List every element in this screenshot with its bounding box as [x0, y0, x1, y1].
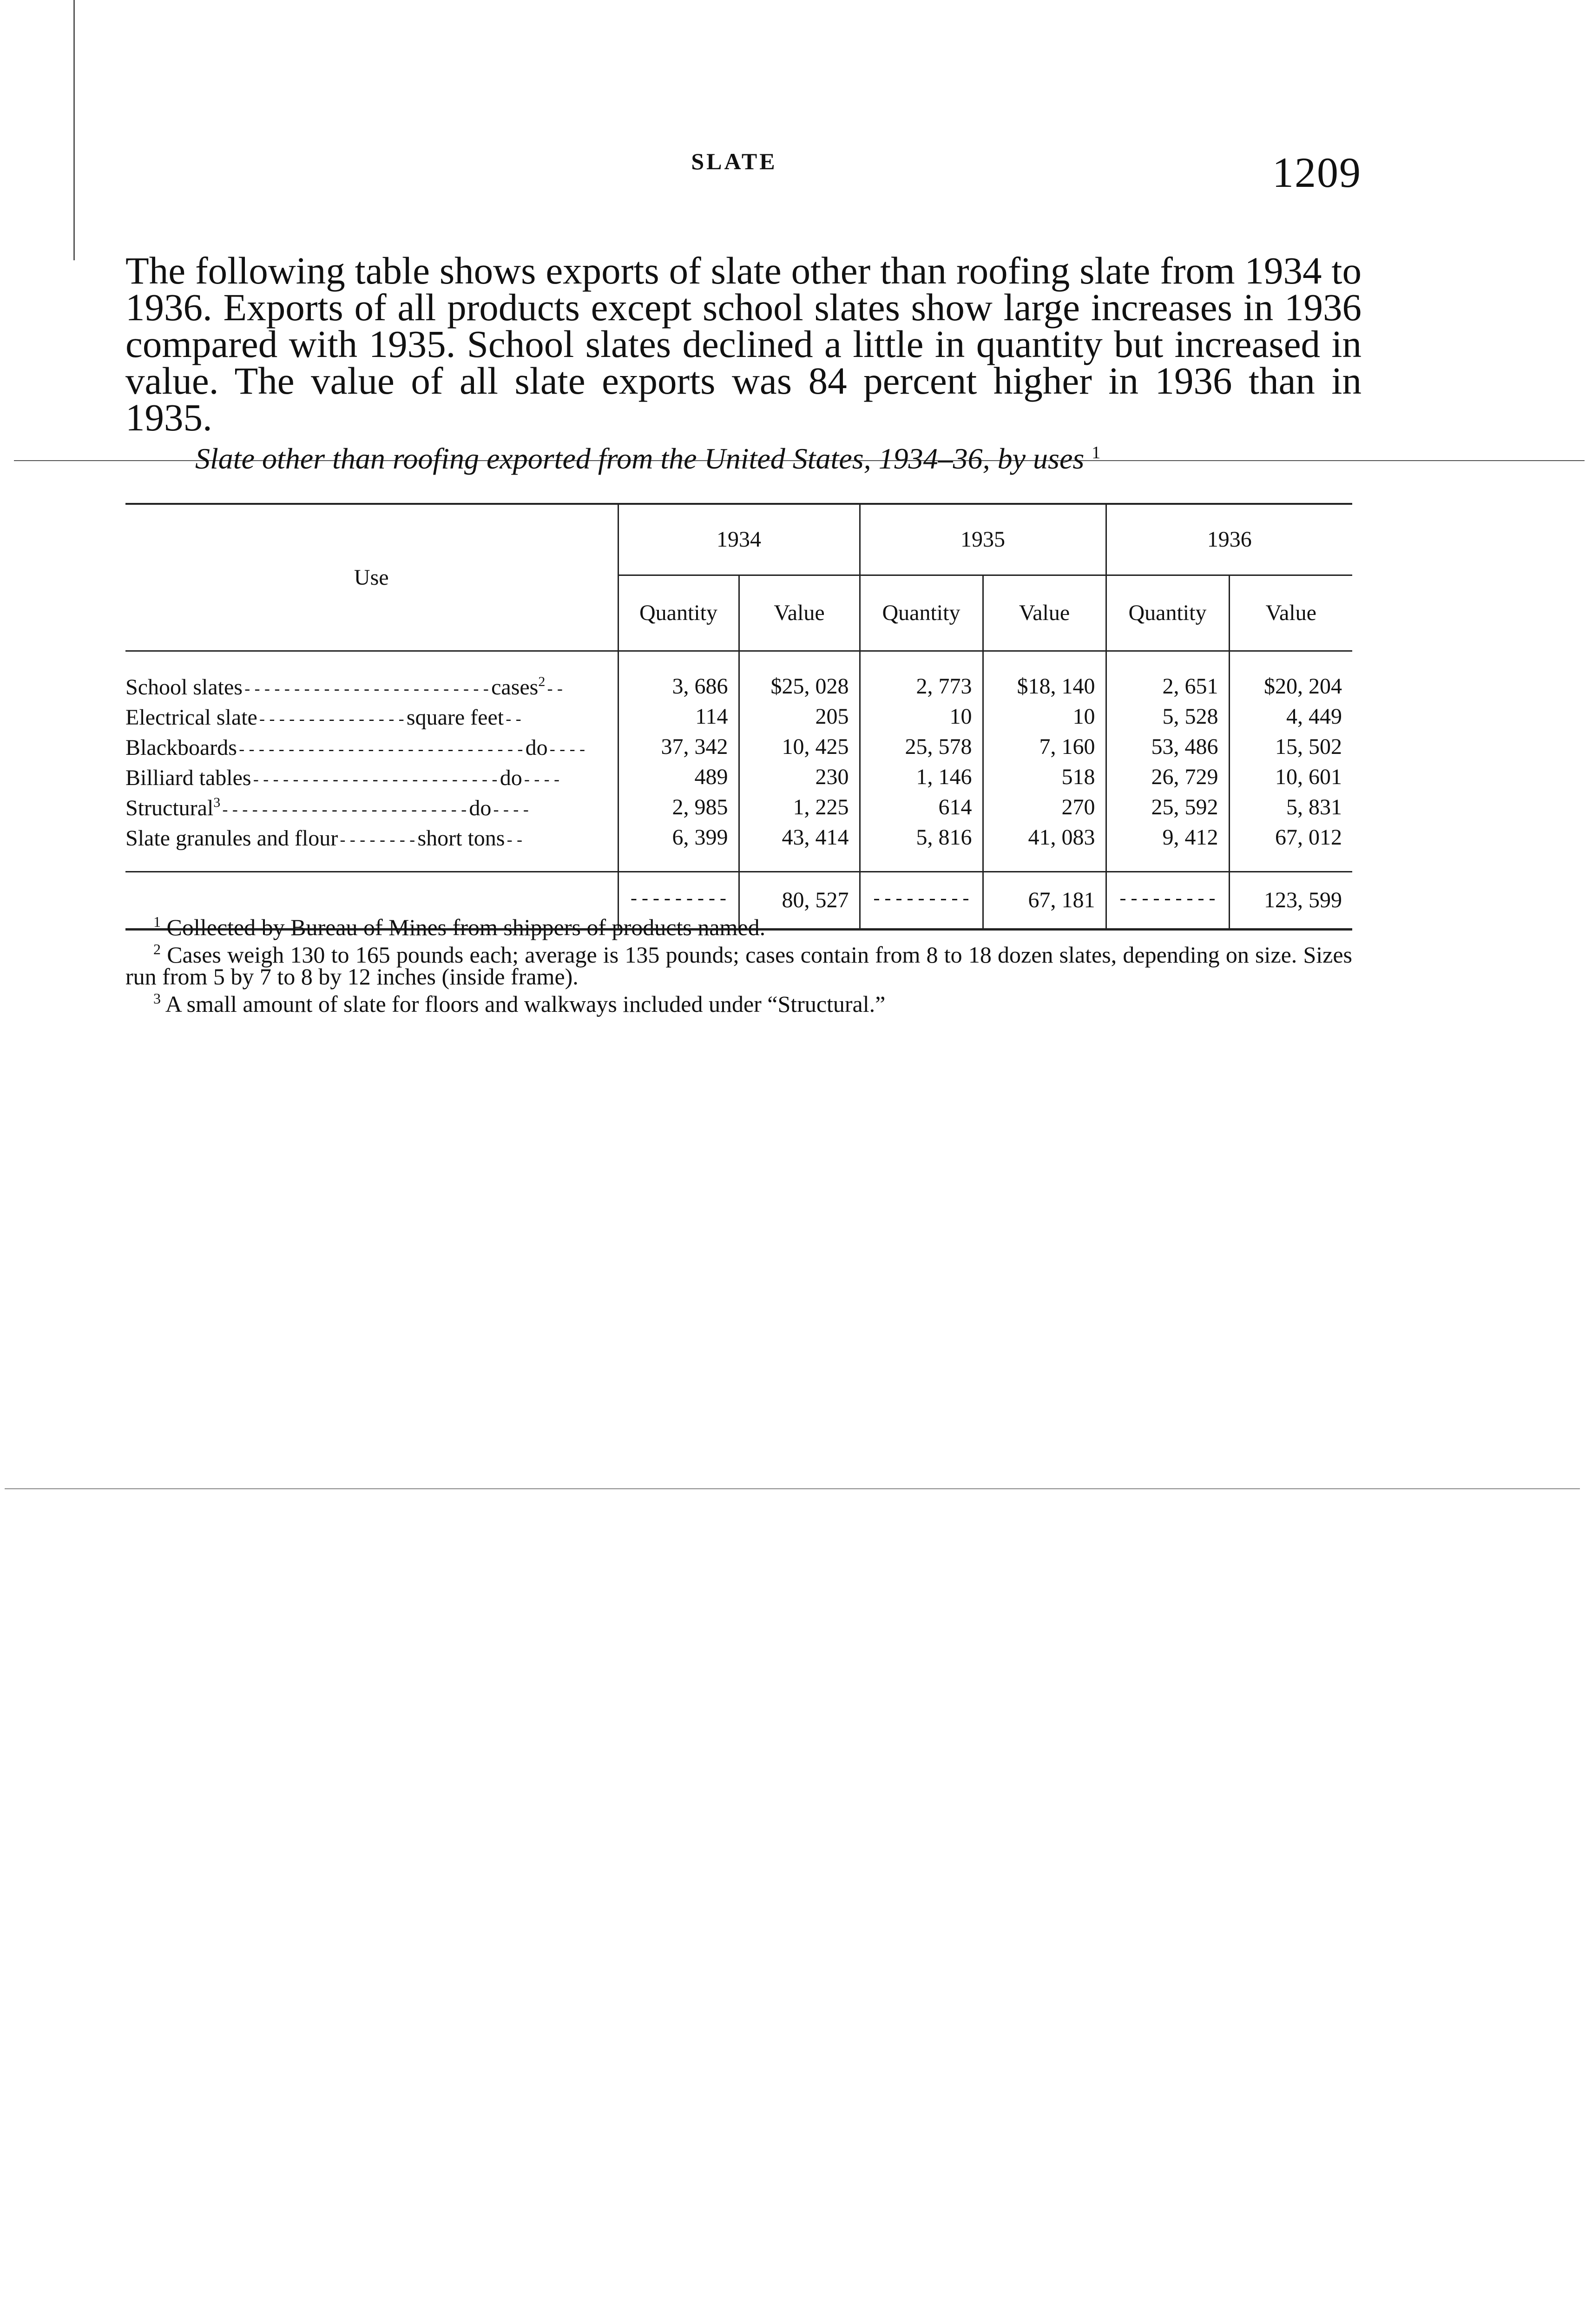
- value-header: Value: [983, 575, 1106, 651]
- leader-dots-tail: --: [545, 682, 566, 700]
- year-header-1936: 1936: [1106, 504, 1352, 575]
- scan-margin-line: [73, 0, 75, 260]
- use-cell: [125, 792, 618, 822]
- quantity-1936: 53, 486: [1106, 732, 1229, 762]
- footnote-1: [125, 911, 1352, 938]
- table-title: [195, 442, 1310, 476]
- table-row: [125, 732, 1352, 762]
- use-label: Blackboards: [125, 735, 237, 760]
- value-1936: 5, 831: [1229, 792, 1352, 822]
- footnote-text: Collected by Bureau of Mines from shippers of products named.: [166, 914, 766, 940]
- year-header-1934: 1934: [618, 504, 860, 575]
- use-header: Use: [125, 504, 618, 651]
- unit-label: do: [500, 766, 522, 790]
- value-1935: 518: [983, 762, 1106, 792]
- leader-dots-tail: --: [504, 712, 524, 730]
- unit-footnote-mark: 2: [538, 674, 546, 689]
- quantity-1936: 26, 729: [1106, 762, 1229, 792]
- value-header: Value: [1229, 575, 1352, 651]
- leader-dots: -----------------------------: [237, 742, 526, 760]
- year-header-1935: 1935: [860, 504, 1106, 575]
- leader-dots: ---------------: [257, 712, 407, 730]
- use-cell: [125, 651, 618, 702]
- use-footnote-mark: 3: [213, 795, 221, 810]
- unit-label: do: [469, 796, 492, 820]
- footnote-2: [125, 938, 1352, 988]
- quantity-1934: 3, 686: [618, 651, 739, 702]
- use-cell: [125, 762, 618, 792]
- footnote-3: [125, 988, 1352, 1015]
- total-quantity-dash: ---------: [1106, 872, 1229, 930]
- value-1936: 4, 449: [1229, 701, 1352, 732]
- use-label: Slate granules and flour: [125, 826, 338, 851]
- quantity-1936: 25, 592: [1106, 792, 1229, 822]
- quantity-1935: 5, 816: [860, 822, 983, 872]
- quantity-1934: 489: [618, 762, 739, 792]
- footnote-mark: 2: [153, 941, 161, 957]
- value-1936: 10, 601: [1229, 762, 1352, 792]
- quantity-1935: 10: [860, 701, 983, 732]
- value-1934: 43, 414: [739, 822, 860, 872]
- quantity-1935: 2, 773: [860, 651, 983, 702]
- unit-label: cases: [491, 675, 539, 700]
- leader-dots-tail: --: [505, 833, 525, 851]
- value-1934: 1, 225: [739, 792, 860, 822]
- footnote-mark: 3: [153, 990, 161, 1007]
- leader-dots: --------: [338, 833, 418, 851]
- value-header: Value: [739, 575, 860, 651]
- leader-dots: -------------------------: [251, 772, 500, 790]
- footnote-text: Cases weigh 130 to 165 pounds each; average is 135 pounds; cases contain from 8 to 18 dozen slates, depending on size. Sizes run from 5 by 7 to 8 by 12 inches (inside frame).: [125, 942, 1353, 990]
- quantity-1934: 6, 399: [618, 822, 739, 872]
- quantity-1934: 37, 342: [618, 732, 739, 762]
- value-1935: 270: [983, 792, 1106, 822]
- footnote-mark: 1: [153, 913, 161, 930]
- table-row: [125, 792, 1352, 822]
- unit-label: do: [525, 735, 548, 760]
- table-title-text: Slate other than roofing exported from the United States, 1934–36, by uses: [195, 442, 1085, 475]
- leader-dots: -------------------------: [220, 803, 469, 820]
- leader-dots-tail: ----: [491, 803, 531, 820]
- table-row: [125, 822, 1352, 872]
- value-1934: 10, 425: [739, 732, 860, 762]
- quantity-header: Quantity: [860, 575, 983, 651]
- quantity-1934: 114: [618, 701, 739, 732]
- use-label: Structural: [125, 796, 214, 820]
- running-head: SLATE: [691, 148, 777, 174]
- use-cell: [125, 732, 618, 762]
- quantity-1935: 614: [860, 792, 983, 822]
- value-1936: $20, 204: [1229, 651, 1352, 702]
- value-1935: 7, 160: [983, 732, 1106, 762]
- use-cell: [125, 822, 618, 872]
- use-label: School slates: [125, 675, 243, 700]
- value-1934: $25, 028: [739, 651, 860, 702]
- value-1934: 205: [739, 701, 860, 732]
- footnote-text: A small amount of slate for floors and walkways included under “Structural.”: [165, 991, 886, 1017]
- total-quantity-dash: ---------: [618, 872, 739, 930]
- exports-table: [125, 503, 1352, 931]
- quantity-header: Quantity: [1106, 575, 1229, 651]
- total-quantity-dash: ---------: [860, 872, 983, 930]
- unit-label: short tons: [417, 826, 505, 851]
- quantity-1934: 2, 985: [618, 792, 739, 822]
- page-number: 1209: [1272, 149, 1362, 196]
- value-1934: 230: [739, 762, 860, 792]
- leader-dots: -------------------------: [242, 682, 492, 700]
- value-1936: 67, 012: [1229, 822, 1352, 872]
- leader-dots-tail: ----: [522, 772, 562, 790]
- value-1936: 15, 502: [1229, 732, 1352, 762]
- table-title-footnote-mark: 1: [1092, 443, 1101, 462]
- footnotes: [125, 911, 1352, 1015]
- intro-paragraph: The following table shows exports of slate other than roofing slate from 1934 to 1936. Exports of all products except school slates show large increases in 1936 compared with 1935. School slates declined a little in quantity but increased in value. The value of all slate exports was 84 percent higher in 1936 than in 1935.: [125, 249, 1362, 439]
- total-value-1936: 123, 599: [1229, 872, 1352, 930]
- total-value-1935: 67, 181: [983, 872, 1106, 930]
- use-label: Billiard tables: [125, 766, 251, 790]
- value-1935: 41, 083: [983, 822, 1106, 872]
- quantity-1935: 1, 146: [860, 762, 983, 792]
- quantity-1936: 5, 528: [1106, 701, 1229, 732]
- table-row: [125, 651, 1352, 702]
- value-1935: $18, 140: [983, 651, 1106, 702]
- quantity-1935: 25, 578: [860, 732, 983, 762]
- use-label: Electrical slate: [125, 705, 257, 730]
- table-row: [125, 762, 1352, 792]
- value-1935: 10: [983, 701, 1106, 732]
- use-cell: [125, 701, 618, 732]
- quantity-1936: 9, 412: [1106, 822, 1229, 872]
- table-row: [125, 701, 1352, 732]
- unit-label: square feet: [406, 705, 504, 730]
- leader-dots-tail: ----: [547, 742, 588, 760]
- quantity-header: Quantity: [618, 575, 739, 651]
- total-value-1934: 80, 527: [739, 872, 860, 930]
- scan-rule-bottom: [5, 1488, 1580, 1489]
- quantity-1936: 2, 651: [1106, 651, 1229, 702]
